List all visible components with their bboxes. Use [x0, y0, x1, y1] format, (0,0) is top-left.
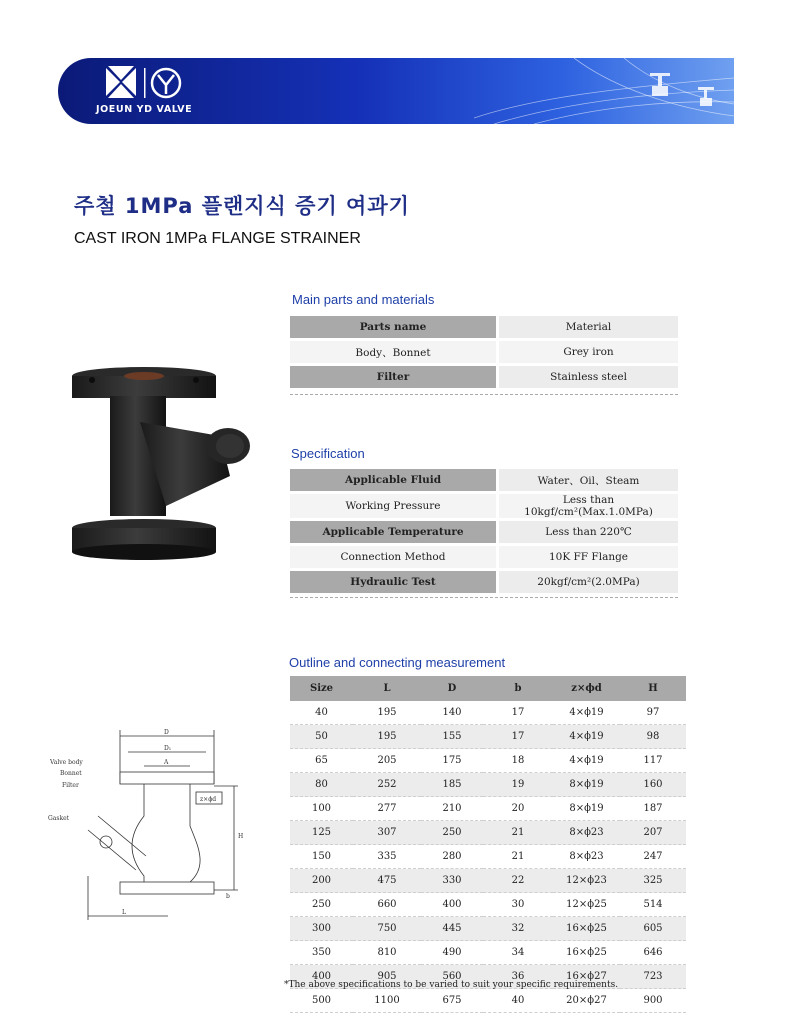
table-row [290, 701, 686, 725]
spec-name-cell: Applicable Fluid [290, 469, 496, 491]
table-cell: 250 [290, 893, 353, 917]
table-cell: 252 [353, 773, 421, 797]
table-cell: 660 [353, 893, 421, 917]
table-cell: 8×ϕ19 [553, 797, 620, 821]
spec-name-cell: Applicable Temperature [290, 521, 496, 543]
table-cell: 17 [483, 701, 553, 725]
spec-name-cell: Hydraulic Test [290, 571, 496, 593]
table-cell: 20 [483, 797, 553, 821]
table-cell: 8×ϕ19 [553, 773, 620, 797]
spec-value-cell: Less than 220℃ [499, 521, 678, 543]
table-cell: 500 [290, 989, 353, 1013]
table-cell: 160 [620, 773, 686, 797]
table-row [290, 316, 678, 338]
spec-value-cell: Less than 10kgf/cm²(Max.1.0MPa) [499, 494, 678, 518]
table-cell: 195 [353, 725, 421, 749]
spec-value-cell: 20kgf/cm²(2.0MPa) [499, 571, 678, 593]
brand-name: JOEUN YD VALVE [96, 104, 193, 115]
spec-name-cell: Connection Method [290, 546, 496, 568]
title-english: CAST IRON 1MPa FLANGE STRAINER [74, 230, 361, 247]
table-cell: 247 [620, 845, 686, 869]
svg-text:A: A [164, 759, 169, 766]
table-cell: 17 [483, 725, 553, 749]
svg-text:H: H [238, 833, 244, 840]
table-cell: 4×ϕ19 [553, 701, 620, 725]
table-row [290, 941, 686, 965]
table-row [290, 989, 686, 1013]
table-cell: 400 [290, 965, 353, 989]
table-cell: 445 [421, 917, 483, 941]
parts-name-cell: Filter [290, 366, 496, 388]
table-cell: 140 [421, 701, 483, 725]
table-cell: 8×ϕ23 [553, 845, 620, 869]
table-cell: 207 [620, 821, 686, 845]
table-cell: 97 [620, 701, 686, 725]
table-cell: 16×ϕ25 [553, 941, 620, 965]
table-cell: 325 [620, 869, 686, 893]
table-cell: 335 [353, 845, 421, 869]
table-cell: 4×ϕ19 [553, 725, 620, 749]
table-row [290, 546, 678, 568]
table-cell: 280 [421, 845, 483, 869]
table-cell: 400 [421, 893, 483, 917]
table-cell: 475 [353, 869, 421, 893]
table-row [290, 845, 686, 869]
table-cell: 723 [620, 965, 686, 989]
svg-text:b: b [226, 893, 230, 900]
table-cell: 125 [290, 821, 353, 845]
table-cell: 20×ϕ27 [553, 989, 620, 1013]
table-row [290, 341, 678, 363]
spec-table [290, 466, 678, 596]
material-cell: Material [499, 316, 678, 338]
svg-text:Gasket: Gasket [48, 815, 70, 822]
parts-name-cell: Parts name [290, 316, 496, 338]
strainer-photo-icon [70, 366, 256, 572]
table-cell: 40 [483, 989, 553, 1013]
col-header: z×ϕd [553, 676, 620, 701]
svg-text:Bonnet: Bonnet [60, 770, 82, 777]
table-cell: 40 [290, 701, 353, 725]
table-cell: 16×ϕ25 [553, 917, 620, 941]
table-row [290, 893, 686, 917]
strainer-drawing-icon [48, 726, 263, 926]
table-cell: 277 [353, 797, 421, 821]
material-cell: Grey iron [499, 341, 678, 363]
table-cell: 50 [290, 725, 353, 749]
table-cell: 195 [353, 701, 421, 725]
table-cell: 185 [421, 773, 483, 797]
parts-heading: Main parts and materials [292, 292, 435, 307]
table-cell: 514 [620, 893, 686, 917]
table-cell: 150 [290, 845, 353, 869]
table-row [290, 749, 686, 773]
table-header-row [290, 676, 686, 701]
spec-value-cell: Water、Oil、Steam [499, 469, 678, 491]
spec-value-cell: 10K FF Flange [499, 546, 678, 568]
table-cell: 905 [353, 965, 421, 989]
table-row [290, 725, 686, 749]
table-cell: 205 [353, 749, 421, 773]
table-row [290, 494, 678, 518]
table-row [290, 773, 686, 797]
table-cell: 307 [353, 821, 421, 845]
outline-table [290, 676, 686, 1013]
col-header: D [421, 676, 483, 701]
table-cell: 8×ϕ23 [553, 821, 620, 845]
table-cell: 34 [483, 941, 553, 965]
svg-text:z×ϕd: z×ϕd [200, 796, 217, 803]
spec-heading: Specification [291, 446, 365, 461]
table-cell: 98 [620, 725, 686, 749]
header-banner [58, 58, 734, 124]
table-cell: 750 [353, 917, 421, 941]
table-row [290, 571, 678, 593]
table-cell: 12×ϕ25 [553, 893, 620, 917]
table-cell: 646 [620, 941, 686, 965]
col-header: H [620, 676, 686, 701]
svg-text:D₁: D₁ [164, 745, 172, 752]
table-cell: 900 [620, 989, 686, 1013]
table-cell: 16×ϕ27 [553, 965, 620, 989]
table-row [290, 366, 678, 388]
table-cell: 155 [421, 725, 483, 749]
table-cell: 490 [421, 941, 483, 965]
table-cell: 675 [421, 989, 483, 1013]
table-cell: 80 [290, 773, 353, 797]
table-cell: 810 [353, 941, 421, 965]
col-header: b [483, 676, 553, 701]
table-cell: 100 [290, 797, 353, 821]
footnote: *The above specifications to be varied to suit your specific requirements. [284, 980, 619, 990]
table-cell: 65 [290, 749, 353, 773]
svg-text:Filter: Filter [62, 782, 79, 789]
svg-text:Valve body: Valve body [50, 759, 83, 766]
table-cell: 300 [290, 917, 353, 941]
table-cell: 36 [483, 965, 553, 989]
material-cell: Stainless steel [499, 366, 678, 388]
banner-valve-art-icon [474, 58, 734, 124]
table-cell: 19 [483, 773, 553, 797]
table-row [290, 521, 678, 543]
table-cell: 350 [290, 941, 353, 965]
table-cell: 21 [483, 845, 553, 869]
outline-heading: Outline and connecting measurement [289, 655, 506, 670]
svg-text:D: D [164, 729, 169, 736]
title-korean: 주철 1MPa 플랜지식 증기 여과기 [74, 194, 410, 218]
col-header: Size [290, 676, 353, 701]
table-row [290, 797, 686, 821]
table-cell: 330 [421, 869, 483, 893]
table-cell: 30 [483, 893, 553, 917]
table-cell: 12×ϕ23 [553, 869, 620, 893]
table-row [290, 821, 686, 845]
divider [290, 597, 678, 598]
divider [290, 394, 678, 395]
table-cell: 175 [421, 749, 483, 773]
table-cell: 560 [421, 965, 483, 989]
table-cell: 22 [483, 869, 553, 893]
table-cell: 18 [483, 749, 553, 773]
col-header: L [353, 676, 421, 701]
table-cell: 250 [421, 821, 483, 845]
table-cell: 21 [483, 821, 553, 845]
parts-name-cell: Body、Bonnet [290, 341, 496, 363]
table-cell: 605 [620, 917, 686, 941]
table-cell: 187 [620, 797, 686, 821]
table-cell: 32 [483, 917, 553, 941]
table-cell: 200 [290, 869, 353, 893]
company-logo-icon [106, 66, 196, 102]
table-cell: 1100 [353, 989, 421, 1013]
table-cell: 4×ϕ19 [553, 749, 620, 773]
table-row [290, 869, 686, 893]
table-cell: 117 [620, 749, 686, 773]
svg-text:L: L [122, 909, 126, 916]
table-row [290, 917, 686, 941]
spec-name-cell: Working Pressure [290, 494, 496, 518]
parts-table [290, 313, 678, 391]
table-cell: 210 [421, 797, 483, 821]
table-row [290, 469, 678, 491]
